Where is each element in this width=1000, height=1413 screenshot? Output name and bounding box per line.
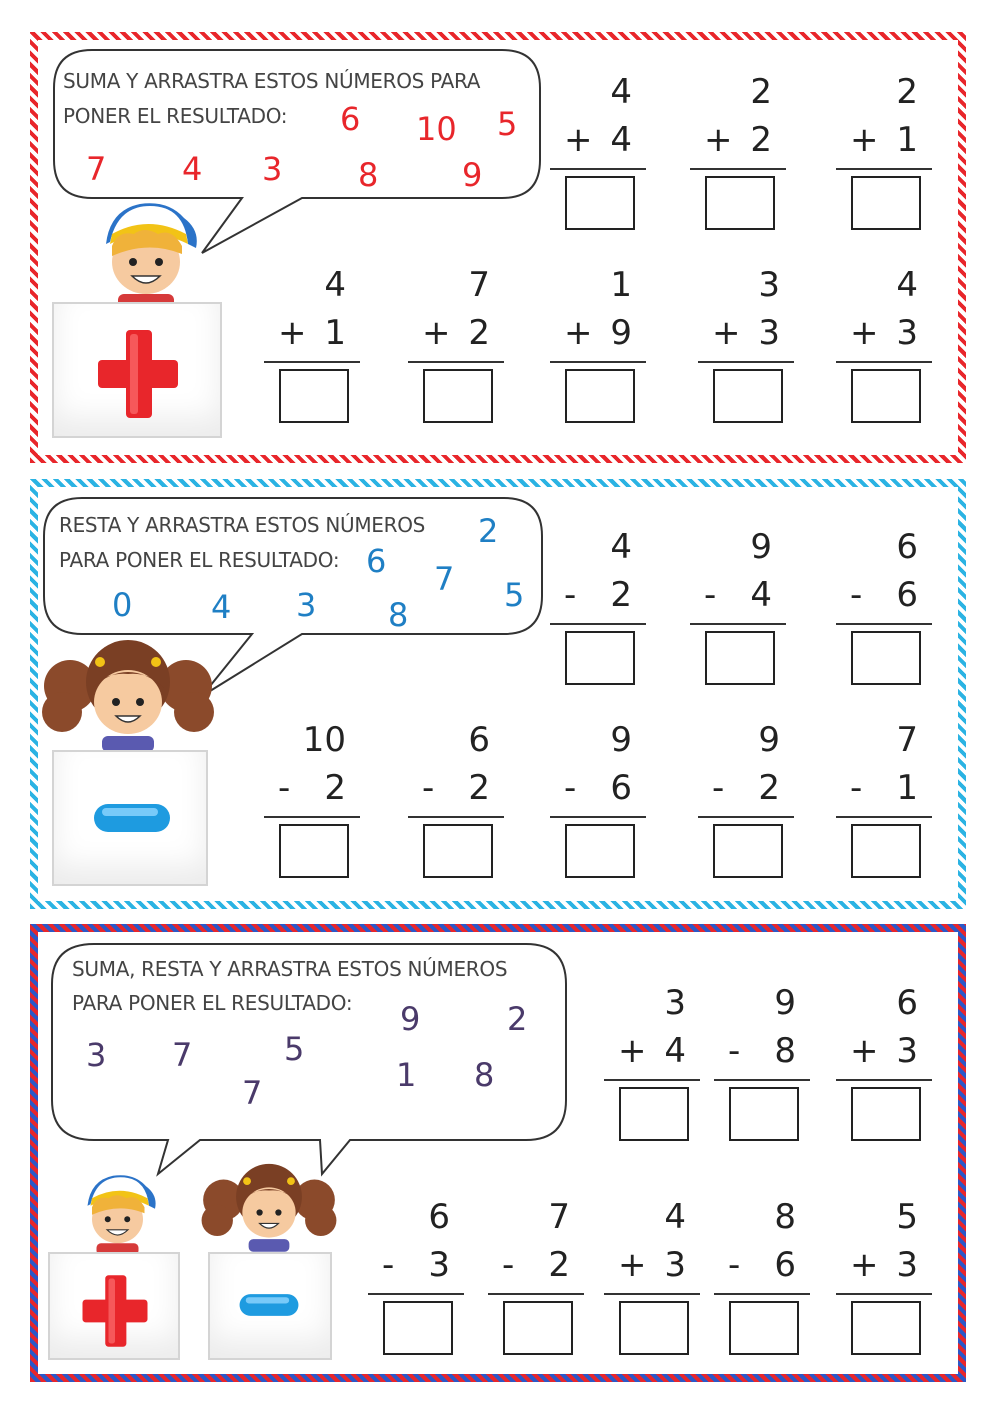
operand-bottom: 4 <box>750 575 772 615</box>
number-tile[interactable]: 6 <box>340 100 361 138</box>
operand-top: 2 <box>750 72 772 112</box>
operand-bottom: 1 <box>324 313 346 353</box>
operand-top: 9 <box>750 527 772 567</box>
math-problem <box>550 72 646 232</box>
number-tile[interactable]: 3 <box>296 586 317 624</box>
operator-sign: + <box>850 1245 879 1285</box>
operand-bottom: 3 <box>896 1245 918 1285</box>
operator-sign: - <box>850 768 863 808</box>
operand-top: 7 <box>548 1197 570 1237</box>
answer-drop-box[interactable] <box>565 631 635 685</box>
math-problem <box>264 265 360 425</box>
operand-bottom: 6 <box>774 1245 796 1285</box>
sum-line <box>836 361 932 363</box>
operand-top: 7 <box>468 265 490 305</box>
sum-line <box>550 361 646 363</box>
math-problem <box>714 983 810 1143</box>
number-tile[interactable]: 8 <box>474 1056 495 1094</box>
operand-top: 9 <box>610 720 632 760</box>
math-problem <box>836 527 932 687</box>
answer-drop-box[interactable] <box>851 824 921 878</box>
operand-top: 6 <box>896 527 918 567</box>
math-problem <box>550 527 646 687</box>
operand-top: 6 <box>468 720 490 760</box>
answer-drop-box[interactable] <box>279 824 349 878</box>
operand-top: 3 <box>664 983 686 1023</box>
difference-line <box>836 816 932 818</box>
answer-drop-box[interactable] <box>423 824 493 878</box>
difference-line <box>836 623 932 625</box>
operator-sign: + <box>704 120 733 160</box>
result-line <box>836 1293 932 1295</box>
difference-line <box>550 623 646 625</box>
math-problem <box>264 720 360 880</box>
number-tile[interactable]: 7 <box>434 560 455 598</box>
number-tile[interactable]: 8 <box>358 156 379 194</box>
subtraction-instruction-line-1: RESTA Y ARRASTRA ESTOS NÚMEROS <box>59 513 426 537</box>
difference-line <box>550 816 646 818</box>
math-problem <box>836 720 932 880</box>
operator-sign: + <box>850 313 879 353</box>
operand-top: 3 <box>758 265 780 305</box>
answer-drop-box[interactable] <box>565 176 635 230</box>
result-line <box>714 1293 810 1295</box>
operand-top: 4 <box>324 265 346 305</box>
number-tile[interactable]: 5 <box>284 1030 305 1068</box>
operand-bottom: 2 <box>758 768 780 808</box>
operator-sign: + <box>422 313 451 353</box>
number-tile[interactable]: 2 <box>507 1000 528 1038</box>
number-tile[interactable]: 7 <box>242 1074 263 1112</box>
operator-sign: - <box>278 768 291 808</box>
answer-drop-box[interactable] <box>705 176 775 230</box>
operator-sign: - <box>704 575 717 615</box>
number-tile[interactable]: 9 <box>462 156 483 194</box>
mixed-instruction-line-2: PARA PONER EL RESULTADO: <box>72 991 353 1015</box>
operand-bottom: 4 <box>610 120 632 160</box>
number-tile[interactable]: 8 <box>388 596 409 634</box>
operand-bottom: 1 <box>896 120 918 160</box>
operand-top: 5 <box>896 1197 918 1237</box>
number-tile[interactable]: 7 <box>172 1036 193 1074</box>
boy-cap-illustration <box>88 200 208 310</box>
math-problem <box>488 1197 584 1357</box>
answer-drop-box[interactable] <box>705 631 775 685</box>
sum-line <box>690 168 786 170</box>
math-problem <box>604 1197 700 1357</box>
math-problem <box>698 265 794 425</box>
difference-line <box>698 816 794 818</box>
operand-top: 4 <box>664 1197 686 1237</box>
operand-bottom: 2 <box>750 120 772 160</box>
operator-sign: + <box>850 120 879 160</box>
addition-instruction-line-2: PONER EL RESULTADO: <box>63 104 288 128</box>
number-tile[interactable]: 3 <box>262 150 283 188</box>
operator-sign: - <box>502 1245 515 1285</box>
number-tile[interactable]: 3 <box>86 1036 107 1074</box>
number-tile[interactable]: 4 <box>182 150 203 188</box>
answer-drop-box[interactable] <box>851 176 921 230</box>
operator-sign: - <box>712 768 725 808</box>
blue-minus-icon <box>238 1290 300 1320</box>
operator-sign: + <box>618 1245 647 1285</box>
operand-bottom: 4 <box>664 1031 686 1071</box>
operand-top: 4 <box>610 527 632 567</box>
operand-bottom: 3 <box>758 313 780 353</box>
answer-drop-box[interactable] <box>279 369 349 423</box>
operand-bottom: 6 <box>896 575 918 615</box>
operator-sign: + <box>712 313 741 353</box>
red-plus-icon <box>76 1272 154 1350</box>
operator-sign: - <box>728 1031 741 1071</box>
math-problem <box>550 720 646 880</box>
number-tile[interactable]: 5 <box>504 576 525 614</box>
operand-bottom: 1 <box>896 768 918 808</box>
operand-top: 8 <box>774 1197 796 1237</box>
math-problem <box>408 720 504 880</box>
operand-bottom: 2 <box>468 313 490 353</box>
addition-instruction-line-1: SUMA Y ARRASTRA ESTOS NÚMEROS PARA <box>63 69 481 93</box>
number-tile[interactable]: 7 <box>86 150 107 188</box>
operand-top: 1 <box>610 265 632 305</box>
operator-sign: - <box>728 1245 741 1285</box>
operand-top: 6 <box>428 1197 450 1237</box>
answer-drop-box[interactable] <box>729 1087 799 1141</box>
operand-bottom: 2 <box>610 575 632 615</box>
operator-sign: + <box>564 120 593 160</box>
math-problem <box>690 527 786 687</box>
operator-sign: + <box>618 1031 647 1071</box>
sum-line <box>550 168 646 170</box>
operator-sign: + <box>278 313 307 353</box>
math-problem <box>698 720 794 880</box>
operator-sign: - <box>564 768 577 808</box>
math-problem <box>408 265 504 425</box>
operand-bottom: 8 <box>774 1031 796 1071</box>
sum-line <box>264 361 360 363</box>
math-problem <box>836 1197 932 1357</box>
operator-sign: + <box>564 313 593 353</box>
number-tile[interactable]: 4 <box>211 588 232 626</box>
operand-top: 7 <box>896 720 918 760</box>
operand-bottom: 3 <box>896 1031 918 1071</box>
mixed-instruction-line-1: SUMA, RESTA Y ARRASTRA ESTOS NÚMEROS <box>72 957 508 981</box>
subtraction-instruction-line-2: PARA PONER EL RESULTADO: <box>59 548 340 572</box>
operand-bottom: 3 <box>428 1245 450 1285</box>
operator-sign: - <box>564 575 577 615</box>
girl-curly-hair-illustration <box>40 636 216 754</box>
operand-top: 10 <box>302 720 346 760</box>
answer-drop-box[interactable] <box>619 1301 689 1355</box>
number-tile[interactable]: 0 <box>112 586 133 624</box>
number-tile[interactable]: 5 <box>497 105 518 143</box>
answer-drop-box[interactable] <box>851 369 921 423</box>
math-problem <box>836 72 932 232</box>
sum-line <box>698 361 794 363</box>
answer-drop-box[interactable] <box>851 1087 921 1141</box>
answer-drop-box[interactable] <box>383 1301 453 1355</box>
result-line <box>714 1079 810 1081</box>
operator-sign: + <box>850 1031 879 1071</box>
operand-bottom: 2 <box>324 768 346 808</box>
result-line <box>488 1293 584 1295</box>
boy-cap-illustration <box>74 1172 164 1256</box>
operand-top: 9 <box>774 983 796 1023</box>
difference-line <box>264 816 360 818</box>
math-problem <box>714 1197 810 1357</box>
math-problem <box>604 983 700 1143</box>
operator-sign: - <box>850 575 863 615</box>
answer-drop-box[interactable] <box>503 1301 573 1355</box>
result-line <box>836 1079 932 1081</box>
number-tile[interactable]: 6 <box>366 542 387 580</box>
answer-drop-box[interactable] <box>713 824 783 878</box>
operand-bottom: 3 <box>664 1245 686 1285</box>
number-tile[interactable]: 2 <box>478 512 499 550</box>
answer-drop-box[interactable] <box>565 824 635 878</box>
operand-bottom: 2 <box>468 768 490 808</box>
result-line <box>368 1293 464 1295</box>
math-problem <box>690 72 786 232</box>
operand-bottom: 3 <box>896 313 918 353</box>
sum-line <box>408 361 504 363</box>
blue-minus-icon <box>92 800 172 836</box>
math-problem <box>368 1197 464 1357</box>
answer-drop-box[interactable] <box>729 1301 799 1355</box>
answer-drop-box[interactable] <box>851 1301 921 1355</box>
number-tile[interactable]: 9 <box>400 1000 421 1038</box>
math-problem <box>836 265 932 425</box>
answer-drop-box[interactable] <box>423 369 493 423</box>
operand-bottom: 6 <box>610 768 632 808</box>
difference-line <box>690 623 786 625</box>
number-tile[interactable]: 1 <box>396 1056 417 1094</box>
answer-drop-box[interactable] <box>565 369 635 423</box>
sum-line <box>836 168 932 170</box>
operator-sign: - <box>422 768 435 808</box>
operand-bottom: 9 <box>610 313 632 353</box>
result-line <box>604 1079 700 1081</box>
difference-line <box>408 816 504 818</box>
red-plus-icon <box>96 326 180 422</box>
math-problem <box>836 983 932 1143</box>
operand-top: 6 <box>896 983 918 1023</box>
answer-drop-box[interactable] <box>851 631 921 685</box>
operand-top: 9 <box>758 720 780 760</box>
operand-top: 4 <box>610 72 632 112</box>
girl-curly-hair-illustration <box>200 1160 338 1254</box>
answer-drop-box[interactable] <box>619 1087 689 1141</box>
operator-sign: - <box>382 1245 395 1285</box>
number-tile[interactable]: 10 <box>416 110 457 148</box>
operand-top: 4 <box>896 265 918 305</box>
operand-bottom: 2 <box>548 1245 570 1285</box>
result-line <box>604 1293 700 1295</box>
math-problem <box>550 265 646 425</box>
operand-top: 2 <box>896 72 918 112</box>
answer-drop-box[interactable] <box>713 369 783 423</box>
